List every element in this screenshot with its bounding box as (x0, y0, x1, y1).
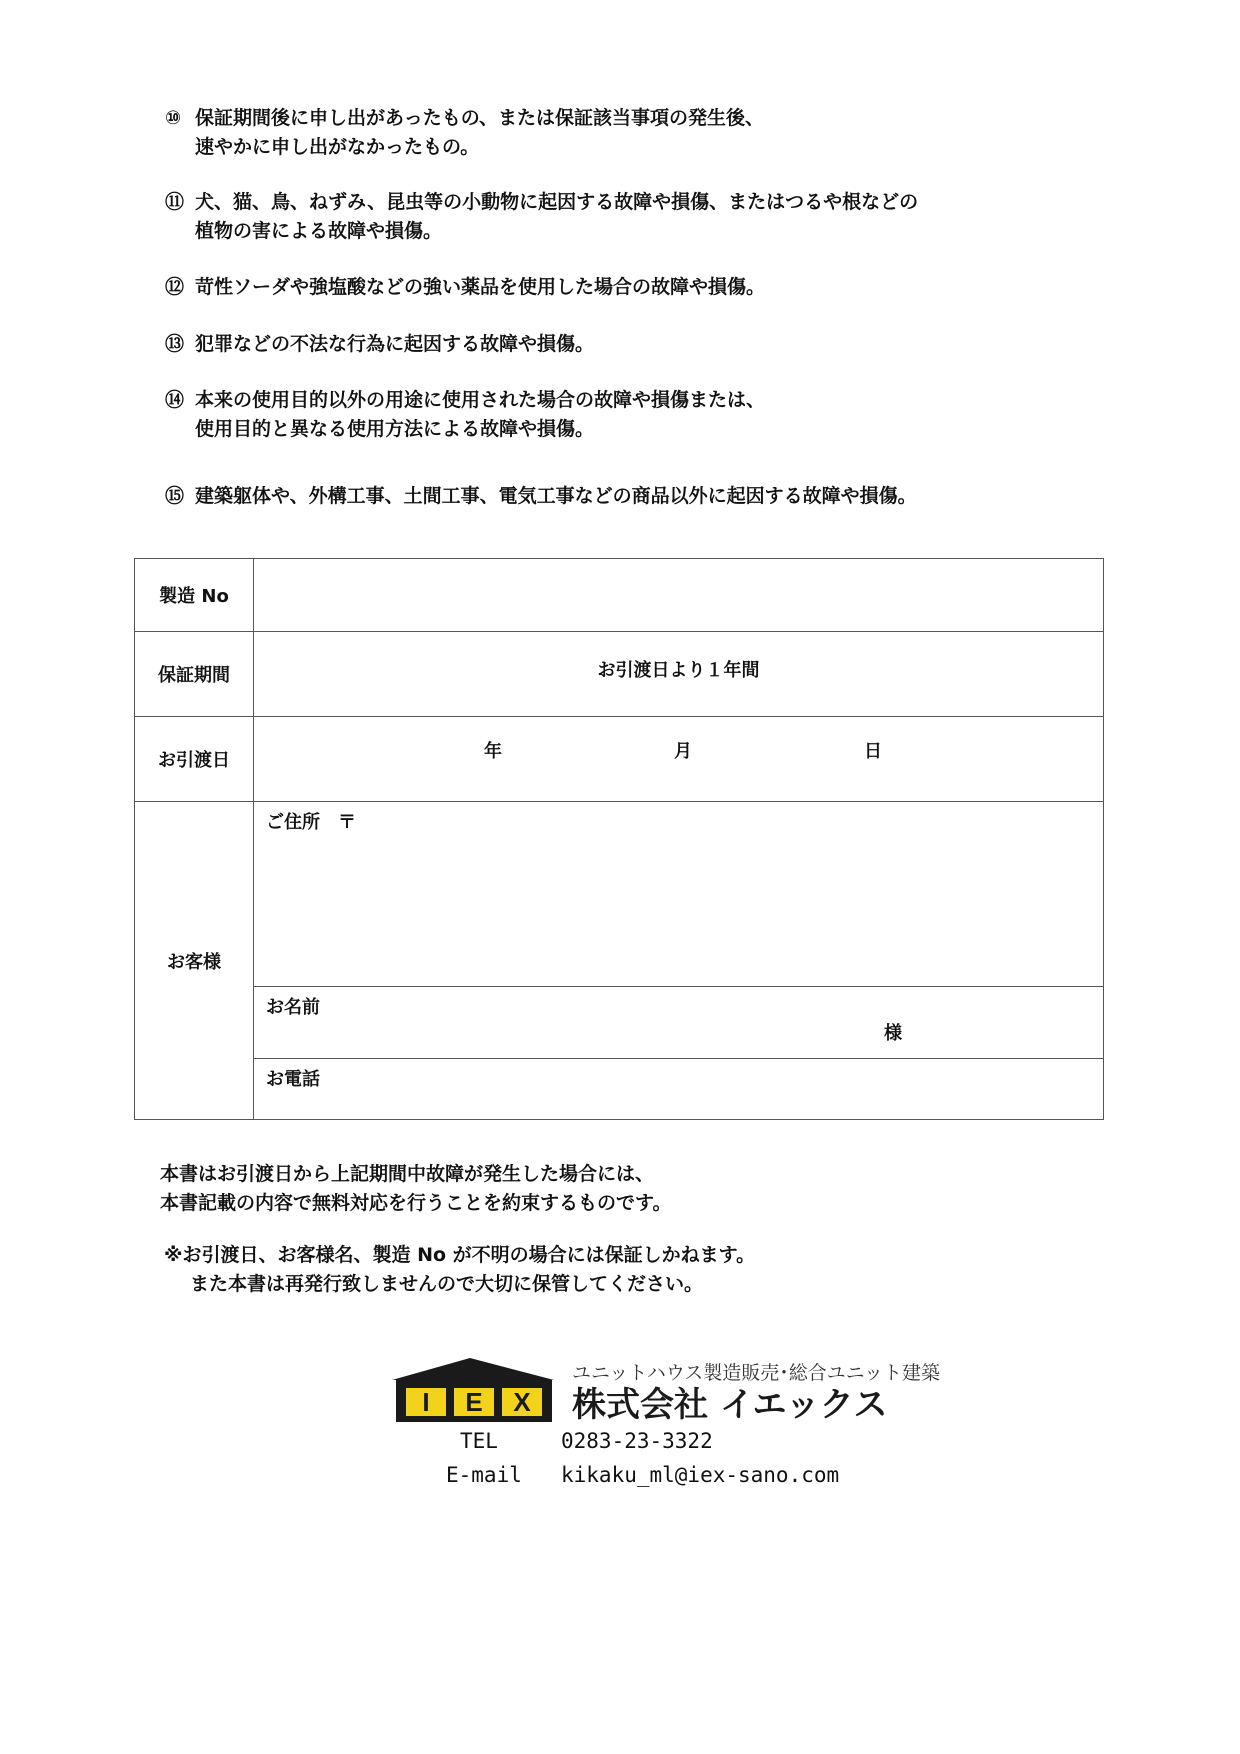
name-label: お名前 (266, 997, 320, 1018)
exclusion-list (165, 104, 1145, 511)
warranty-form (134, 558, 1104, 1120)
logo-letter-i: I (422, 1387, 430, 1417)
serial-number-label: 製造 No (135, 559, 254, 632)
item-text: 植物の害による故障や損傷。 (195, 220, 443, 242)
item-text: 使用目的と異なる使用方法による故障や損傷。 (195, 418, 595, 440)
item-text: 本来の使用目的以外の用途に使用された場合の故障や損傷または、 (195, 389, 766, 411)
item-number: ⑪ (165, 191, 185, 213)
warranty-period-value: お引渡日より１年間 (254, 632, 1104, 717)
tel-number: 0283-23-3322 (561, 1429, 713, 1453)
note-line: 本書はお引渡日から上記期間中故障が発生した場合には、 (160, 1163, 655, 1185)
honorific-label: 様 (884, 1023, 902, 1044)
house-logo-icon (392, 1358, 952, 1424)
warranty-period-label: 保証期間 (135, 632, 254, 717)
name-field[interactable] (254, 987, 1104, 1059)
item-text: 苛性ソーダや強塩酸などの強い薬品を使用した場合の故障や損傷。 (195, 276, 766, 298)
company-contact (446, 1424, 839, 1492)
item-number: ⑬ (165, 333, 185, 355)
exclusion-item-13 (165, 330, 1145, 359)
exclusion-item-14 (165, 386, 1145, 444)
company-name: 株式会社 イエックス (572, 1385, 888, 1424)
company-tagline: ユニットハウス製造販売･総合ユニット建築 (572, 1362, 941, 1384)
email-address[interactable]: kikaku_ml@iex-sano.com (561, 1463, 840, 1487)
item-number: ⑩ (165, 107, 182, 129)
warranty-notes (160, 1160, 755, 1299)
exclusion-item-10 (165, 104, 1145, 162)
delivery-date-field[interactable] (254, 717, 1104, 802)
address-field[interactable] (254, 802, 1104, 987)
address-label: ご住所 〒 (266, 812, 356, 833)
phone-label: お電話 (266, 1069, 320, 1090)
item-text: 保証期間後に申し出があったもの、または保証該当事項の発生後、 (195, 107, 765, 129)
logo-letter-e: E (465, 1387, 483, 1417)
item-text: 犯罪などの不法な行為に起因する故障や損傷。 (195, 333, 595, 355)
serial-number-field[interactable] (254, 559, 1104, 632)
logo-letter-x: X (513, 1387, 531, 1417)
company-logo (392, 1358, 952, 1424)
customer-label: お客様 (135, 802, 254, 1120)
item-number: ⑮ (165, 485, 185, 507)
item-number: ⑫ (165, 276, 185, 298)
warning-line: ※お引渡日、お客様名、製造 No が不明の場合には保証しかねます。 (164, 1244, 756, 1266)
note-line: 本書記載の内容で無料対応を行うことを約束するものです。 (160, 1192, 672, 1214)
exclusion-item-15 (165, 482, 1145, 511)
email-label: E-mail (446, 1463, 522, 1487)
item-text: 建築躯体や、外構工事、土間工事、電気工事などの商品以外に起因する故障や損傷。 (195, 485, 917, 507)
day-label: 日 (864, 741, 882, 762)
month-label: 月 (674, 741, 692, 762)
tel-label: TEL (460, 1429, 498, 1453)
exclusion-item-11 (165, 188, 1145, 246)
item-text: 犬、猫、鳥、ねずみ、昆虫等の小動物に起因する故障や損傷、またはつるや根などの (195, 191, 919, 213)
warning-line: また本書は再発行致しませんので大切に保管してください。 (190, 1273, 704, 1295)
item-text: 速やかに申し出がなかったもの。 (195, 136, 480, 158)
phone-field[interactable] (254, 1059, 1104, 1120)
exclusion-item-12 (165, 273, 1145, 302)
delivery-date-label: お引渡日 (135, 717, 254, 802)
year-label: 年 (484, 741, 502, 762)
item-number: ⑭ (165, 389, 185, 411)
